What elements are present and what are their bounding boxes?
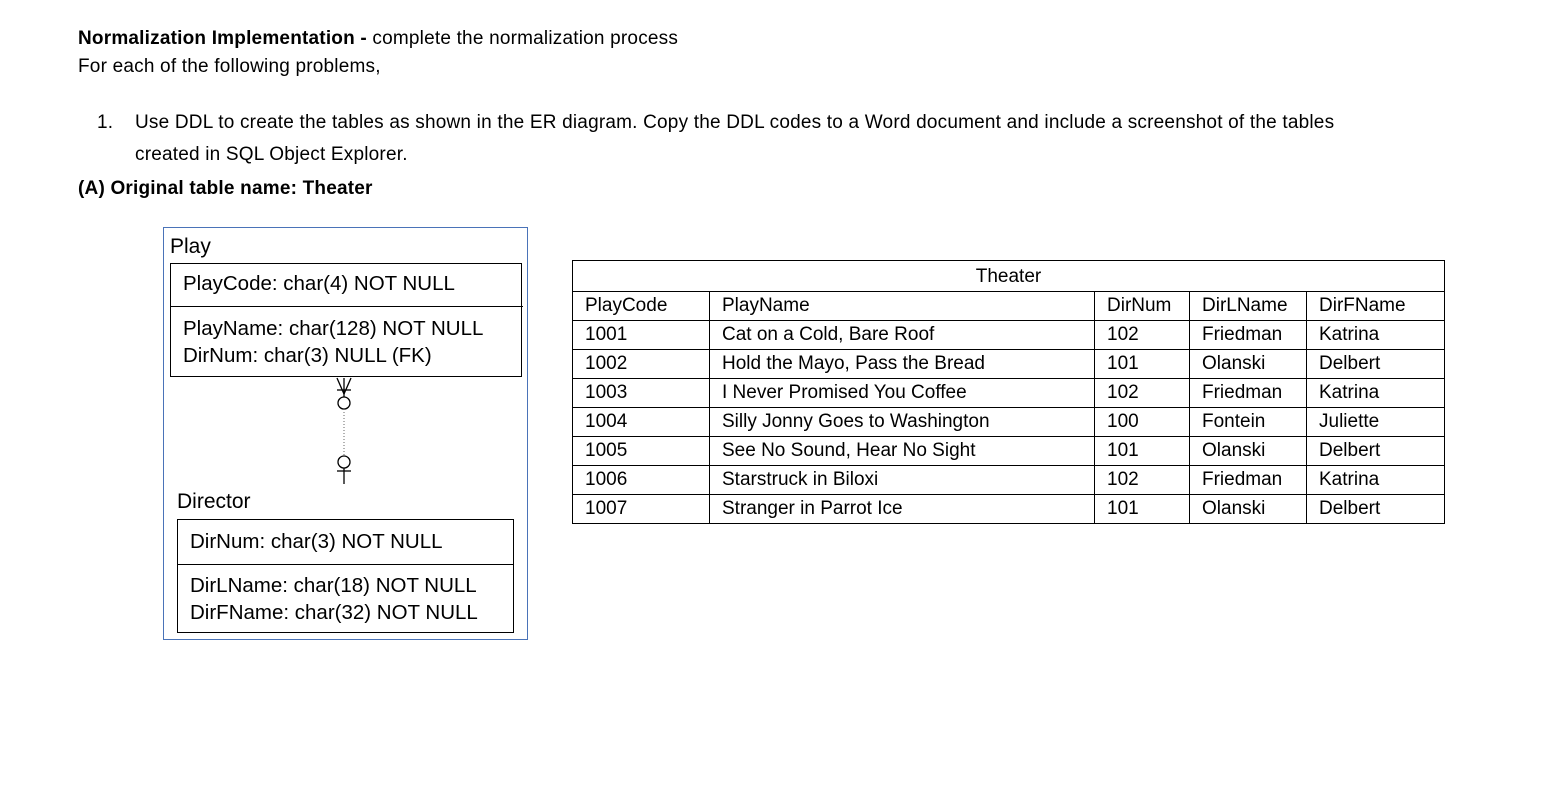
- table-row: [573, 437, 1445, 466]
- table-cell: 100: [1095, 408, 1190, 437]
- play-entity-name: Play: [170, 235, 211, 258]
- table-cell: 1001: [573, 321, 710, 350]
- table-header-row: [573, 292, 1445, 321]
- table-cell: Friedman: [1190, 321, 1307, 350]
- task-text-line1: Use DDL to create the tables as shown in the ER diagram. Copy the DDL codes to a Word document and include a screenshot of the tables: [135, 112, 1335, 133]
- table-cell: Delbert: [1307, 495, 1445, 524]
- table-row: [573, 466, 1445, 495]
- table-cell: Olanski: [1190, 495, 1307, 524]
- play-attribute: DirNum: char(3) NULL (FK): [183, 344, 432, 367]
- table-cell: Katrina: [1307, 321, 1445, 350]
- table-cell: 102: [1095, 321, 1190, 350]
- column-header: DirFName: [1307, 292, 1445, 321]
- column-header: DirNum: [1095, 292, 1190, 321]
- table-cell: Katrina: [1307, 466, 1445, 495]
- task-text-line2: created in SQL Object Explorer.: [135, 144, 408, 165]
- table-cell: 101: [1095, 495, 1190, 524]
- task-number: 1.: [97, 112, 114, 133]
- optional-circle-icon: [338, 397, 350, 409]
- table-cell: Starstruck in Biloxi: [710, 466, 1095, 495]
- section-heading: (A) Original table name: Theater: [78, 178, 373, 199]
- table-cell: Delbert: [1307, 350, 1445, 379]
- document-subtitle: For each of the following problems,: [78, 56, 381, 77]
- table-cell: Delbert: [1307, 437, 1445, 466]
- table-cell: 1005: [573, 437, 710, 466]
- table-cell: Cat on a Cold, Bare Roof: [710, 321, 1095, 350]
- table-cell: 101: [1095, 350, 1190, 379]
- document-title: [78, 28, 678, 50]
- table-cell: 1007: [573, 495, 710, 524]
- table-row: [573, 408, 1445, 437]
- table-cell: 1002: [573, 350, 710, 379]
- table-cell: Silly Jonny Goes to Washington: [710, 408, 1095, 437]
- table-cell: Stranger in Parrot Ice: [710, 495, 1095, 524]
- column-header: PlayName: [710, 292, 1095, 321]
- director-entity-box: [177, 519, 514, 633]
- table-cell: 102: [1095, 379, 1190, 408]
- table-cell: 1004: [573, 408, 710, 437]
- director-attribute: DirFName: char(32) NOT NULL: [190, 601, 478, 624]
- optional-circle-icon: [338, 456, 350, 468]
- theater-table: [572, 260, 1445, 524]
- table-cell: 1006: [573, 466, 710, 495]
- director-entity-name: Director: [177, 490, 251, 513]
- er-diagram: [163, 227, 528, 640]
- table-row: [573, 350, 1445, 379]
- table-cell: Friedman: [1190, 466, 1307, 495]
- director-key-attribute: DirNum: char(3) NOT NULL: [190, 530, 443, 553]
- table-row: [573, 321, 1445, 350]
- column-header: PlayCode: [573, 292, 710, 321]
- play-attribute: PlayName: char(128) NOT NULL: [183, 317, 484, 340]
- table-row: [573, 495, 1445, 524]
- table-cell: Juliette: [1307, 408, 1445, 437]
- table-cell: Fontein: [1190, 408, 1307, 437]
- play-key-attribute: PlayCode: char(4) NOT NULL: [183, 272, 455, 295]
- table-cell: 102: [1095, 466, 1190, 495]
- table-caption: Theater: [573, 261, 1445, 292]
- title-bold: Normalization Implementation -: [78, 28, 367, 49]
- title-rest: complete the normalization process: [366, 28, 679, 49]
- play-entity-divider: [171, 306, 523, 307]
- director-entity-divider: [178, 564, 513, 565]
- table-cell: Friedman: [1190, 379, 1307, 408]
- table-cell: Olanski: [1190, 437, 1307, 466]
- table-cell: See No Sound, Hear No Sight: [710, 437, 1095, 466]
- table-cell: Olanski: [1190, 350, 1307, 379]
- table-cell: 1003: [573, 379, 710, 408]
- column-header: DirLName: [1190, 292, 1307, 321]
- table-cell: I Never Promised You Coffee: [710, 379, 1095, 408]
- table-cell: Hold the Mayo, Pass the Bread: [710, 350, 1095, 379]
- director-attribute: DirLName: char(18) NOT NULL: [190, 574, 477, 597]
- table-cell: Katrina: [1307, 379, 1445, 408]
- table-cell: 101: [1095, 437, 1190, 466]
- relationship-connector: [324, 376, 364, 496]
- table-row: [573, 379, 1445, 408]
- play-entity-box: [170, 263, 522, 377]
